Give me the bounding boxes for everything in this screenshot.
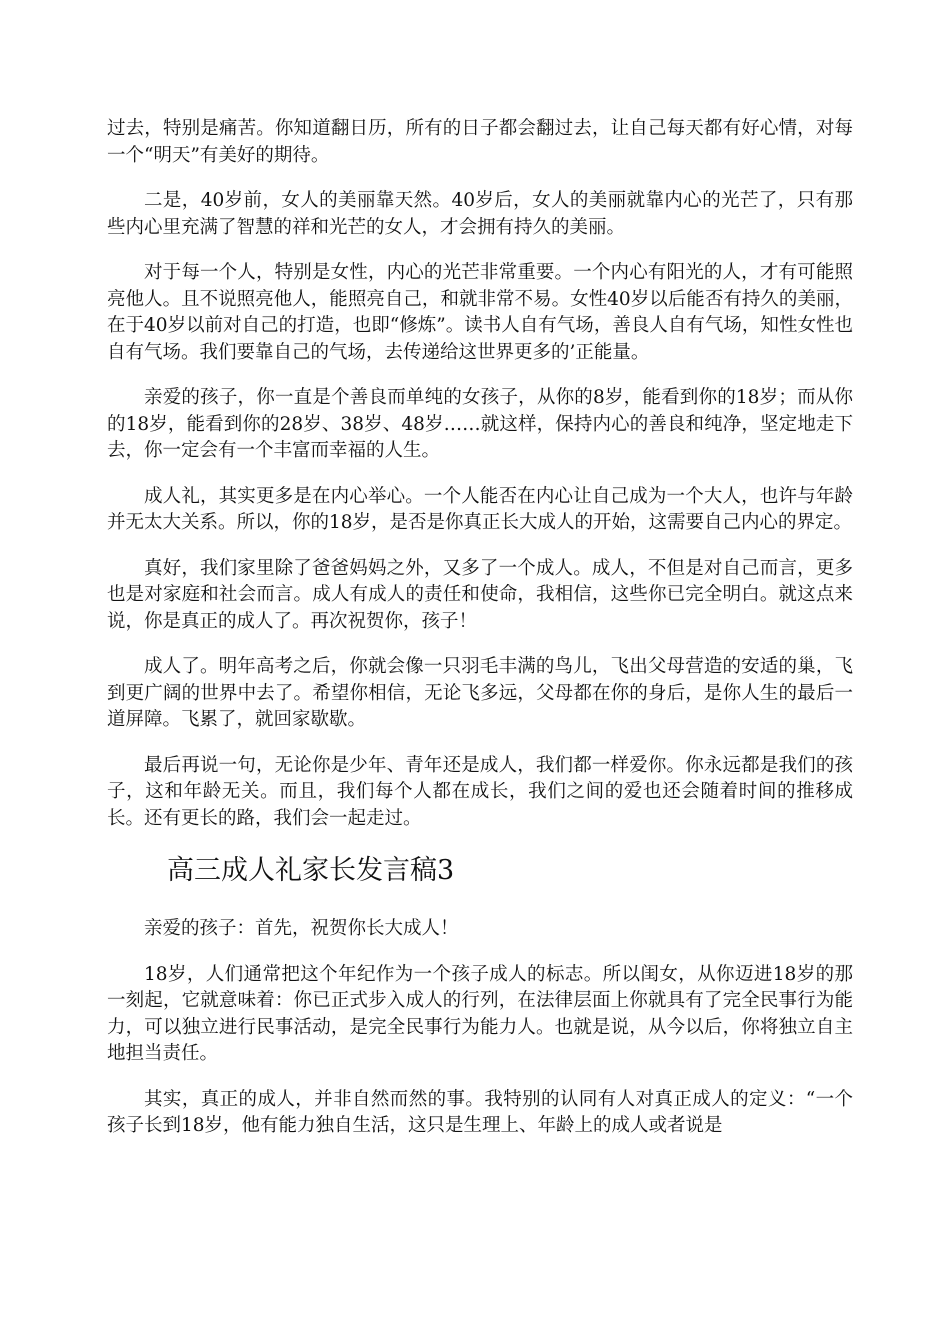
- paragraph: 最后再说一句，无论你是少年、青年还是成人，我们都一样爱你。你永远都是我们的孩子，这和年龄无关。而且，我们每个人都在成长，我们之间的爱也还会随着时间的推移成长。还有更长的路，我们会一起走过。: [107, 754, 853, 829]
- paragraph: 成人了。明年高考之后，你就会像一只羽毛丰满的鸟儿，飞出父母营造的安适的巢，飞到更广阔的世界中去了。希望你相信，无论飞多远，父母都在你的身后，是你人生的最后一道屏障。飞累了，就回家歇歇。: [107, 656, 853, 730]
- paragraph: 其实，真正的成人，并非自然而然的事。我特别的认同有人对真正成人的定义：“一个孩子长到18岁，他有能力独自生活，这只是生理上、年龄上的成人或者说是: [107, 1088, 853, 1136]
- paragraph: 18岁，人们通常把这个年纪作为一个孩子成人的标志。所以闺女，从你迈进18岁的那一刻起，它就意味着：你已正式步入成人的行列，在法律层面上你就具有了完全民事行为能力，可以独立进行民事活动，是完全民事行为能力人。也就是说，从今以后，你将独立自主地担当责任。: [107, 963, 853, 1064]
- paragraph-continued: 过去，特别是痛苦。你知道翻日历，所有的日子都会翻过去，让自己每天都有好心情，对每一个“明天”有美好的期待。: [107, 118, 853, 166]
- paragraph: 对于每一个人，特别是女性，内心的光芒非常重要。一个内心有阳光的人，才有可能照亮他人。且不说照亮他人，能照亮自己，和就非常不易。女性40岁以后能否有持久的美丽，在于40岁以前对自己的打造，也即“修炼”。读书人自有气场，善良人自有气场，知性女性也自有气场。我们要靠自己的气场，去传递给这世界更多的’正能量。: [107, 262, 853, 363]
- section-heading: 高三成人礼家长发言稿3: [167, 855, 455, 886]
- paragraph: 亲爱的孩子：首先，祝贺你长大成人！: [144, 918, 459, 939]
- document-body: [107, 116, 853, 1159]
- paragraph: 成人礼，其实更多是在内心举心。一个人能否在内心让自己成为一个大人，也许与年龄并无太大关系。所以，你的18岁，是否是你真正长大成人的开始，这需要自己内心的界定。: [107, 485, 853, 533]
- paragraph: 亲爱的孩子，你一直是个善良而单纯的女孩子，从你的8岁，能看到你的18岁；而从你的18岁，能看到你的28岁、38岁、48岁……就这样，保持内心的善良和纯净，坚定地走下去，你一定会有一个丰富而幸福的人生。: [107, 387, 853, 461]
- paragraph: 二是，40岁前，女人的美丽靠天然。40岁后，女人的美丽就靠内心的光芒了，只有那些内心里充满了智慧的祥和光芒的女人，才会拥有持久的美丽。: [107, 190, 853, 238]
- paragraph: 真好，我们家里除了爸爸妈妈之外，又多了一个成人。成人，不但是对自己而言，更多也是对家庭和社会而言。成人有成人的责任和使命，我相信，这些你已完全明白。就这点来说，你是真正的成人了。再次祝贺你，孩子！: [107, 557, 853, 632]
